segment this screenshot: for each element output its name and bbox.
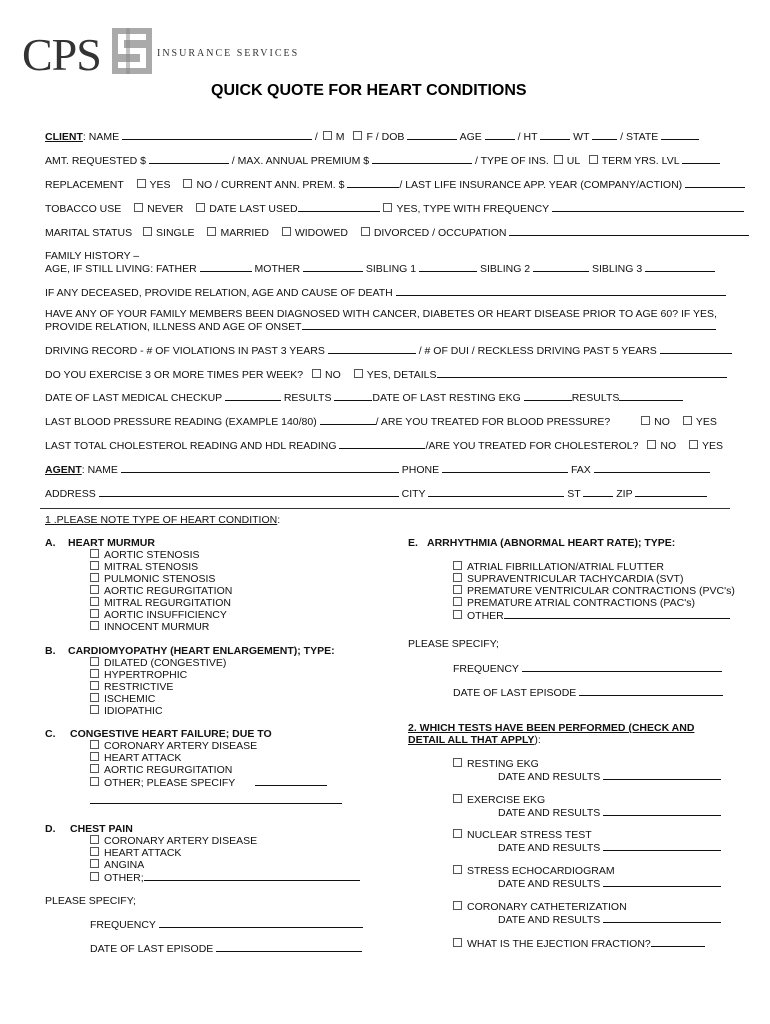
checkbox[interactable] (453, 758, 462, 767)
replacement-row (45, 178, 745, 191)
checkbox[interactable] (453, 561, 462, 570)
checkbox[interactable] (90, 561, 99, 570)
date-results-label: DATE AND RESULTS (498, 878, 601, 890)
test-checkbox-row[interactable] (453, 829, 721, 841)
test-results-row (498, 877, 721, 890)
client-name-field[interactable] (122, 130, 312, 140)
item-label: PREMATURE ATRIAL CONTRACTIONS (PAC's) (467, 597, 695, 609)
tobacco-row (45, 202, 744, 215)
st-label: ST (567, 488, 581, 500)
client-name-label: : NAME (82, 131, 120, 143)
checkbox[interactable] (90, 859, 99, 868)
section-e-list (453, 561, 735, 622)
bp-field[interactable] (320, 415, 376, 425)
marital-label: MARITAL STATUS (45, 227, 133, 239)
test-label: NUCLEAR STRESS TEST (467, 829, 592, 841)
male-label: M (335, 131, 345, 143)
bp-yes-checkbox[interactable] (683, 416, 692, 425)
test-checkbox-row[interactable] (453, 758, 721, 770)
test-checkbox-row[interactable] (453, 794, 721, 806)
ul-checkbox[interactable] (554, 155, 563, 164)
item-label: ISCHEMIC (104, 693, 156, 705)
e-date-row (453, 686, 723, 699)
test-results-row (498, 913, 721, 926)
height-field[interactable] (540, 130, 570, 140)
list-item[interactable] (453, 561, 735, 573)
agent-name-field[interactable] (121, 463, 399, 473)
married-label: MARRIED (220, 227, 269, 239)
driving-row (45, 344, 732, 357)
term-field[interactable] (682, 154, 720, 164)
tobacco-label: TOBACCO USE (45, 203, 122, 215)
item-label: HEART ATTACK (104, 752, 182, 764)
tobacco-date-checkbox[interactable] (196, 203, 205, 212)
sibling1-field[interactable] (419, 262, 477, 272)
max-premium-field[interactable] (372, 154, 472, 164)
ejection-checkbox[interactable] (453, 938, 462, 947)
last-life-label: / LAST LIFE INSURANCE APP. YEAR (COMPANY/ACTION) (399, 179, 683, 191)
item-label: INNOCENT MURMUR (104, 621, 210, 633)
list-item[interactable] (90, 847, 360, 859)
current-premium-field[interactable] (347, 178, 399, 188)
marital-row (45, 226, 749, 239)
d-frequency-row (90, 918, 363, 931)
ul-label: UL (566, 155, 580, 167)
female-dob-label: F / DOB (366, 131, 405, 143)
tobacco-yes-checkbox[interactable] (383, 203, 392, 212)
checkbox[interactable] (453, 585, 462, 594)
logo-mark-icon (112, 28, 152, 74)
bp-treated-label: / ARE YOU TREATED FOR BLOOD PRESSURE? (375, 416, 611, 428)
section-d-letter: D. (45, 823, 56, 835)
checkbox[interactable] (453, 865, 462, 874)
chol-treated-label: /ARE YOU TREATED FOR CHOLESTEROL? (425, 440, 639, 452)
agent-row-1 (45, 463, 710, 476)
chol-field[interactable] (339, 439, 425, 449)
e-please-specify: PLEASE SPECIFY; (408, 638, 499, 650)
max-premium-label: / MAX. ANNUAL PREMIUM $ (231, 155, 370, 167)
checkbox[interactable] (90, 847, 99, 856)
sibling3-label: SIBLING 3 (591, 263, 643, 275)
item-label: PULMONIC STENOSIS (104, 573, 216, 585)
amt-requested-label: AMT. REQUESTED $ (45, 155, 146, 167)
list-item[interactable] (453, 609, 735, 622)
date-episode-field[interactable] (216, 942, 362, 952)
checkbox[interactable] (90, 549, 99, 558)
list-item[interactable] (90, 621, 232, 633)
item-label: AORTIC INSUFFICIENCY (104, 609, 227, 621)
ekg-results-label: RESULTS (571, 392, 620, 404)
test-item (453, 865, 721, 890)
e-frequency-label: FREQUENCY (453, 663, 519, 675)
frequency-label: FREQUENCY (90, 919, 156, 931)
test-label: STRESS ECHOCARDIOGRAM (467, 865, 615, 877)
bp-row (45, 415, 717, 428)
amt-requested-field[interactable] (149, 154, 229, 164)
last-checkup-field[interactable] (225, 391, 281, 401)
father-label: AGE, IF STILL LIVING: FATHER (45, 263, 197, 275)
checkbox[interactable] (90, 657, 99, 666)
exercise-no-label: NO (325, 369, 341, 381)
address-field[interactable] (99, 487, 399, 497)
test-item (453, 829, 721, 854)
item-label: ANGINA (104, 859, 145, 871)
date-results-label: DATE AND RESULTS (498, 914, 601, 926)
d-other-field[interactable] (144, 871, 360, 881)
section-a-list (90, 549, 232, 633)
chol-no-checkbox[interactable] (647, 440, 656, 449)
married-checkbox[interactable] (207, 227, 216, 236)
test-results-row (498, 770, 721, 783)
agent-label: AGENT (45, 464, 82, 476)
section-b-title: CARDIOMYOPATHY (HEART ENLARGEMENT); TYPE: (68, 645, 335, 657)
fax-field[interactable] (594, 463, 710, 473)
item-label: AORTIC STENOSIS (104, 549, 200, 561)
item-label: CORONARY ARTERY DISEASE (104, 835, 258, 847)
sibling2-field[interactable] (533, 262, 589, 272)
replacement-label: REPLACEMENT (45, 179, 124, 191)
item-label: MITRAL STENOSIS (104, 561, 199, 573)
section-a-title: HEART MURMUR (68, 537, 155, 549)
family-ages-row (45, 262, 715, 275)
checkbox[interactable] (453, 573, 462, 582)
zip-field[interactable] (635, 487, 707, 497)
section1-heading-text: 1 .PLEASE NOTE TYPE OF HEART CONDITION (45, 514, 278, 526)
weight-label: WT (573, 131, 590, 143)
age-field[interactable] (485, 130, 515, 140)
c-specify-line[interactable] (90, 794, 342, 804)
section-c-title: CONGESTIVE HEART FAILURE; DUE TO (70, 728, 272, 740)
item-label: MITRAL REGURGITATION (104, 597, 231, 609)
last-checkup-label: DATE OF LAST MEDICAL CHECKUP (45, 392, 222, 404)
test-item (453, 794, 721, 819)
agent-name-label: : NAME (81, 464, 118, 476)
never-label: NEVER (147, 203, 184, 215)
zip-label: ZIP (616, 488, 633, 500)
chol-row (45, 439, 723, 452)
section-c-list (90, 740, 327, 789)
list-item[interactable] (90, 835, 360, 847)
ejection-field[interactable] (651, 937, 705, 947)
diagnosed-label-1: HAVE ANY OF YOUR FAMILY MEMBERS BEEN DIAGNOSED WITH CANCER, DIABETES OR HEART DISEASE PRIOR TO AGE 60? IF YES, (45, 308, 717, 320)
item-label: OTHER; (104, 872, 144, 884)
section-divider (40, 508, 730, 509)
yes-type-label: YES, TYPE WITH FREQUENCY (396, 203, 549, 215)
e-other-field[interactable] (504, 609, 730, 619)
exercise-label: DO YOU EXERCISE 3 OR MORE TIMES PER WEEK? (45, 369, 304, 381)
page-title: QUICK QUOTE FOR HEART CONDITIONS (211, 82, 527, 99)
item-label: HYPERTROPHIC (104, 669, 188, 681)
list-item[interactable] (90, 561, 232, 573)
deceased-row (45, 286, 726, 299)
checkbox[interactable] (90, 573, 99, 582)
mother-field[interactable] (303, 262, 363, 272)
section-e-letter: E. (408, 537, 418, 549)
item-label: RESTRICTIVE (104, 681, 174, 693)
checkbox[interactable] (453, 794, 462, 803)
chol-no-label: NO (660, 440, 677, 452)
item-label: AORTIC REGURGITATION (104, 764, 233, 776)
section2-heading-2-row: DETAIL ALL THAT APPLY): (408, 734, 541, 746)
diagnosed-row (45, 320, 716, 333)
section2-heading-1: 2. WHICH TESTS HAVE BEEN PERFORMED (CHECK AND (408, 722, 695, 734)
address-label: ADDRESS (45, 488, 96, 500)
test-results-field[interactable] (603, 841, 721, 851)
list-item[interactable] (453, 573, 735, 585)
city-field[interactable] (428, 487, 564, 497)
exercise-yes-checkbox[interactable] (354, 369, 363, 378)
section-a-letter: A. (45, 537, 56, 549)
occupation-field[interactable] (509, 226, 749, 236)
test-checkbox-row[interactable] (453, 901, 721, 913)
current-premium-label: NO / CURRENT ANN. PREM. $ (196, 179, 345, 191)
d-please-specify: PLEASE SPECIFY; (45, 895, 136, 907)
family-history-label: FAMILY HISTORY – (45, 250, 140, 262)
female-checkbox[interactable] (353, 131, 362, 140)
test-results-row (498, 841, 721, 854)
checkbox[interactable] (90, 597, 99, 606)
checkbox[interactable] (90, 740, 99, 749)
last-life-field[interactable] (685, 178, 745, 188)
dui-label: / # OF DUI / RECKLESS DRIVING PAST 5 YEARS (418, 345, 657, 357)
state-field[interactable] (661, 130, 699, 140)
phone-field[interactable] (442, 463, 568, 473)
widowed-label: WIDOWED (294, 227, 348, 239)
section-d-list (90, 835, 360, 884)
list-item[interactable] (90, 705, 226, 717)
dui-field[interactable] (660, 344, 732, 354)
fax-label: FAX (570, 464, 591, 476)
bp-no-checkbox[interactable] (641, 416, 650, 425)
male-checkbox[interactable] (323, 131, 332, 140)
list-item[interactable] (90, 669, 226, 681)
last-ekg-field[interactable] (524, 391, 572, 401)
list-item[interactable] (453, 597, 735, 609)
sibling1-label: SIBLING 1 (365, 263, 417, 275)
list-item[interactable] (90, 549, 232, 561)
checkbox[interactable] (453, 610, 462, 619)
checkbox[interactable] (90, 705, 99, 714)
dob-field[interactable] (407, 130, 457, 140)
ejection-row (453, 937, 705, 950)
list-item[interactable] (90, 573, 232, 585)
item-label: CORONARY ARTERY DISEASE (104, 740, 258, 752)
date-episode-label: DATE OF LAST EPISODE (90, 943, 214, 955)
e-frequency-field[interactable] (522, 662, 722, 672)
weight-field[interactable] (592, 130, 617, 140)
mother-label: MOTHER (254, 263, 301, 275)
bp-yes-label: YES (695, 416, 717, 428)
checkup-results-field[interactable] (334, 391, 372, 401)
other-specify-field[interactable] (255, 776, 327, 786)
divorced-checkbox[interactable] (361, 227, 370, 236)
sibling2-label: SIBLING 2 (479, 263, 531, 275)
section-d-title: CHEST PAIN (70, 823, 133, 835)
test-label: EXERCISE EKG (467, 794, 546, 806)
list-item[interactable] (90, 859, 360, 871)
bp-label: LAST BLOOD PRESSURE READING (EXAMPLE 140/80) (45, 416, 317, 428)
item-label: AORTIC REGURGITATION (104, 585, 233, 597)
state-label: / STATE (620, 131, 659, 143)
checkup-row (45, 391, 683, 404)
widowed-checkbox[interactable] (282, 227, 291, 236)
exercise-details-field[interactable] (437, 368, 727, 378)
client-row-1: CLIENT: NAME / M F / DOB AGE / HT WT / STATE (45, 130, 699, 143)
section-c-letter: C. (45, 728, 56, 740)
date-last-used-field[interactable] (298, 202, 380, 212)
e-frequency-row (453, 662, 722, 675)
violations-field[interactable] (328, 344, 416, 354)
item-label: PREMATURE VENTRICULAR CONTRACTIONS (PVC's) (467, 585, 735, 597)
section-e-title: ARRHYTHMIA (ABNORMAL HEART RATE); TYPE: (427, 537, 676, 549)
city-label: CITY (401, 488, 426, 500)
list-item[interactable] (90, 597, 232, 609)
test-checkbox-row[interactable] (453, 865, 721, 877)
frequency-field[interactable] (159, 918, 363, 928)
test-item (453, 758, 721, 783)
item-label: HEART ATTACK (104, 847, 182, 859)
date-results-label: DATE AND RESULTS (498, 807, 601, 819)
test-results-field[interactable] (603, 877, 721, 887)
list-item[interactable] (90, 764, 327, 776)
checkbox[interactable] (90, 585, 99, 594)
list-item[interactable] (453, 585, 735, 597)
bp-no-label: NO (654, 416, 670, 428)
term-checkbox[interactable] (589, 155, 598, 164)
item-label: ATRIAL FIBRILLATION/ATRIAL FLUTTER (467, 561, 665, 573)
item-label: DILATED (CONGESTIVE) (104, 657, 227, 669)
e-date-field[interactable] (579, 686, 723, 696)
deceased-label: IF ANY DECEASED, PROVIDE RELATION, AGE AND CAUSE OF DEATH (45, 287, 393, 299)
diagnosed-label-2: PROVIDE RELATION, ILLNESS AND AGE OF ONSET (45, 321, 302, 333)
test-results-field[interactable] (603, 806, 721, 816)
type-ins-label: / TYPE OF INS. (474, 155, 549, 167)
section1-heading: 1 .PLEASE NOTE TYPE OF HEART CONDITION: (45, 514, 281, 526)
checkbox[interactable] (90, 872, 99, 881)
item-label: SUPRAVENTRICULAR TACHYCARDIA (SVT) (467, 573, 684, 585)
logo-subtitle: INSURANCE SERVICES (157, 48, 300, 59)
father-field[interactable] (200, 262, 252, 272)
item-label: OTHER (467, 610, 504, 622)
list-item[interactable] (90, 871, 360, 884)
replacement-yes-label: YES (149, 179, 171, 191)
list-item[interactable] (90, 693, 226, 705)
ejection-label: WHAT IS THE EJECTION FRACTION? (467, 938, 651, 950)
checkbox[interactable] (90, 693, 99, 702)
sibling3-field[interactable] (645, 262, 715, 272)
list-item[interactable] (90, 609, 232, 621)
list-item[interactable] (90, 585, 232, 597)
checkbox[interactable] (453, 901, 462, 910)
test-results-row (498, 806, 721, 819)
test-results-field[interactable] (603, 770, 721, 780)
date-last-used-label: DATE LAST USED (209, 203, 298, 215)
checkbox[interactable] (90, 609, 99, 618)
checkbox[interactable] (453, 597, 462, 606)
single-checkbox[interactable] (143, 227, 152, 236)
exercise-yes-label: YES, DETAILS (366, 369, 437, 381)
exercise-no-checkbox[interactable] (312, 369, 321, 378)
item-label: IDIOPATHIC (104, 705, 163, 717)
driving-label: DRIVING RECORD - # OF VIOLATIONS IN PAST 3 YEARS (45, 345, 325, 357)
exercise-row (45, 368, 727, 381)
list-item[interactable] (90, 681, 226, 693)
checkbox[interactable] (90, 777, 99, 786)
checkbox[interactable] (90, 669, 99, 678)
logo-text: CPS (22, 29, 101, 80)
list-item[interactable] (90, 752, 327, 764)
checkbox[interactable] (453, 829, 462, 838)
test-label: CORONARY CATHETERIZATION (467, 901, 627, 913)
checkbox[interactable] (90, 764, 99, 773)
replacement-yes-checkbox[interactable] (137, 179, 146, 188)
st-field[interactable] (583, 487, 613, 497)
replacement-no-checkbox[interactable] (183, 179, 192, 188)
section-b-list (90, 657, 226, 717)
d-date-row (90, 942, 362, 955)
checkbox[interactable] (90, 835, 99, 844)
tobacco-never-checkbox[interactable] (134, 203, 143, 212)
chol-label: LAST TOTAL CHOLESTEROL READING AND HDL READING (45, 440, 337, 452)
height-label: / HT (517, 131, 538, 143)
checkbox[interactable] (90, 621, 99, 630)
e-date-label: DATE OF LAST EPISODE (453, 687, 577, 699)
tobacco-frequency-field[interactable] (552, 202, 744, 212)
agent-row-2 (45, 487, 707, 500)
list-item[interactable] (90, 657, 226, 669)
list-item[interactable] (90, 740, 327, 752)
list-item[interactable] (90, 776, 327, 789)
term-label: TERM YRS. LVL (601, 155, 680, 167)
single-label: SINGLE (156, 227, 195, 239)
checkbox[interactable] (90, 681, 99, 690)
phone-label: PHONE (401, 464, 440, 476)
checkup-results-label: RESULTS (283, 392, 332, 404)
age-label: AGE (459, 131, 482, 143)
date-results-label: DATE AND RESULTS (498, 771, 601, 783)
date-results-label: DATE AND RESULTS (498, 842, 601, 854)
ekg-results-field[interactable] (619, 391, 683, 401)
chol-yes-label: YES (702, 440, 724, 452)
test-results-field[interactable] (603, 913, 721, 923)
test-item (453, 901, 721, 926)
checkbox[interactable] (90, 752, 99, 761)
occupation-label: DIVORCED / OCCUPATION (373, 227, 507, 239)
last-ekg-label: DATE OF LAST RESTING EKG (372, 392, 521, 404)
client-row-2 (45, 154, 720, 167)
deceased-field[interactable] (396, 286, 726, 296)
diagnosed-field[interactable] (302, 320, 716, 330)
item-label: OTHER; PLEASE SPECIFY (104, 777, 236, 789)
section-b-letter: B. (45, 645, 56, 657)
section2-heading-2: DETAIL ALL THAT APPLY (408, 734, 535, 746)
test-label: RESTING EKG (467, 758, 539, 770)
client-label: CLIENT (45, 131, 83, 143)
chol-yes-checkbox[interactable] (689, 440, 698, 449)
